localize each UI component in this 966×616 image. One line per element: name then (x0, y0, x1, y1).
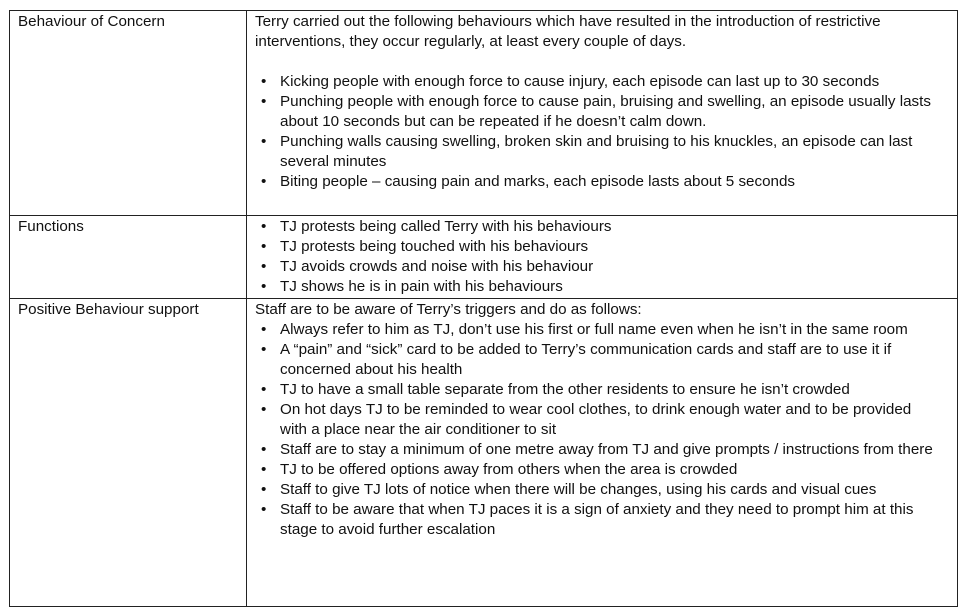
row-content (247, 11, 958, 216)
list-item: • Punching walls causing swelling, broken skin and bruising to his knuckles, an episode can last several minutes (255, 132, 940, 172)
list-item: • Kicking people with enough force to cause injury, each episode can last up to 30 seconds (255, 72, 940, 92)
list-item: • On hot days TJ to be reminded to wear cool clothes, to drink enough water and to be provided with a place near the air conditioner to sit (255, 400, 940, 440)
list-item: • TJ to have a small table separate from the other residents to ensure he isn’t crowded (255, 380, 940, 400)
list-item: • Always refer to him as TJ, don’t use his first or full name even when he isn’t in the same room (255, 320, 940, 340)
list-item: • Biting people – causing pain and marks, each episode lasts about 5 seconds (255, 172, 940, 192)
bullet-list (255, 320, 949, 540)
bullet-list (255, 217, 949, 297)
intro-text: Staff are to be aware of Terry’s triggers and do as follows: (255, 301, 642, 318)
list-item: • Staff to give TJ lots of notice when there will be changes, using his cards and visual cues (255, 480, 940, 500)
list-item: • TJ avoids crowds and noise with his behaviour (255, 257, 940, 277)
list-item: • Staff are to stay a minimum of one metre away from TJ and give prompts / instructions from there (255, 440, 940, 460)
list-item: • Staff to be aware that when TJ paces it is a sign of anxiety and they need to prompt him at this stage to avoid further escalation (255, 500, 940, 540)
behaviour-support-table (9, 10, 958, 607)
table-row-functions (10, 216, 958, 299)
list-item: • TJ to be offered options away from others when the area is crowded (255, 460, 940, 480)
row-label: Positive Behaviour support (10, 299, 247, 607)
table-row-positive-behaviour-support (10, 299, 958, 607)
row-label: Functions (10, 216, 247, 299)
row-content (247, 299, 958, 607)
list-item: • Punching people with enough force to cause pain, bruising and swelling, an episode usually lasts about 10 seconds but can be repeated if he doesn’t calm down. (255, 92, 940, 132)
list-item: • A “pain” and “sick” card to be added to Terry’s communication cards and staff are to use it if concerned about his health (255, 340, 940, 380)
row-label: Behaviour of Concern (10, 11, 247, 216)
row-content (247, 216, 958, 299)
bullet-list (255, 72, 949, 192)
intro-text: Terry carried out the following behaviours which have resulted in the introduction of restrictive interventions, they occur regularly, at least every couple of days. (255, 13, 881, 50)
list-item: • TJ protests being touched with his behaviours (255, 237, 940, 257)
list-item: • TJ protests being called Terry with his behaviours (255, 217, 940, 237)
table-row-behaviour-of-concern (10, 11, 958, 216)
list-item: • TJ shows he is in pain with his behaviours (255, 277, 940, 297)
